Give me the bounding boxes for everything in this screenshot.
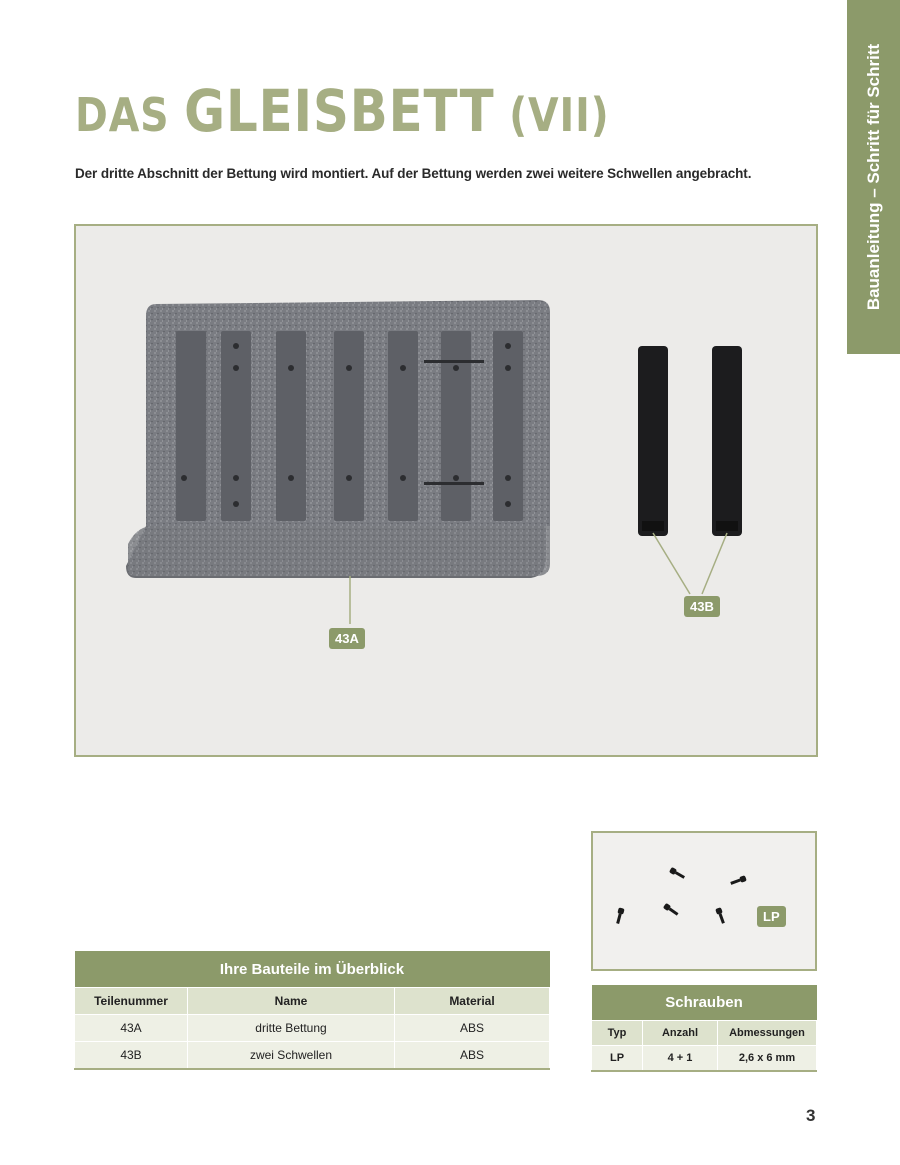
side-tab bbox=[847, 0, 900, 354]
col-anzahl: Anzahl bbox=[643, 1021, 718, 1046]
cell-name: zwei Schwellen bbox=[188, 1042, 395, 1070]
title-part-1: DAS bbox=[75, 88, 185, 142]
sleepers-43b bbox=[638, 346, 742, 594]
cell-part-number: 43B bbox=[75, 1042, 188, 1070]
col-material: Material bbox=[395, 988, 550, 1015]
table-row bbox=[592, 1046, 817, 1072]
parts-table bbox=[74, 951, 550, 1070]
screws-table-title: Schrauben bbox=[592, 985, 817, 1021]
table-row bbox=[75, 1042, 550, 1070]
col-typ: Typ bbox=[592, 1021, 643, 1046]
page-subtitle: Der dritte Abschnitt der Bettung wird montiert. Auf der Bettung werden zwei weitere Schwellen angebracht. bbox=[75, 166, 752, 181]
title-part-2: GLEISBETT bbox=[184, 77, 495, 145]
cell-name: dritte Bettung bbox=[188, 1015, 395, 1042]
cell-typ: LP bbox=[592, 1046, 643, 1072]
parts-table-title: Ihre Bauteile im Überblick bbox=[75, 951, 550, 988]
col-teilenummer: Teilenummer bbox=[75, 988, 188, 1015]
title-part-3: (VII) bbox=[494, 88, 610, 142]
col-abmessungen: Abmessungen bbox=[718, 1021, 817, 1046]
page-number: 3 bbox=[806, 1106, 816, 1125]
main-photo bbox=[74, 224, 818, 757]
cell-material: ABS bbox=[395, 1042, 550, 1070]
parts-illustration bbox=[76, 226, 816, 755]
callout-lp: LP bbox=[757, 906, 786, 927]
side-tab-label: Bauanleitung – Schritt für Schritt bbox=[863, 43, 883, 311]
cell-material: ABS bbox=[395, 1015, 550, 1042]
callout-43a: 43A bbox=[329, 628, 365, 649]
table-row bbox=[75, 1015, 550, 1042]
screws-table bbox=[591, 985, 817, 1072]
cell-abmessungen: 2,6 x 6 mm bbox=[718, 1046, 817, 1072]
cell-anzahl: 4 + 1 bbox=[643, 1046, 718, 1072]
col-name: Name bbox=[188, 988, 395, 1015]
cell-part-number: 43A bbox=[75, 1015, 188, 1042]
callout-43b: 43B bbox=[684, 596, 720, 617]
screws-photo bbox=[591, 831, 817, 971]
screws-illustration bbox=[593, 833, 815, 969]
page-title bbox=[75, 77, 610, 145]
